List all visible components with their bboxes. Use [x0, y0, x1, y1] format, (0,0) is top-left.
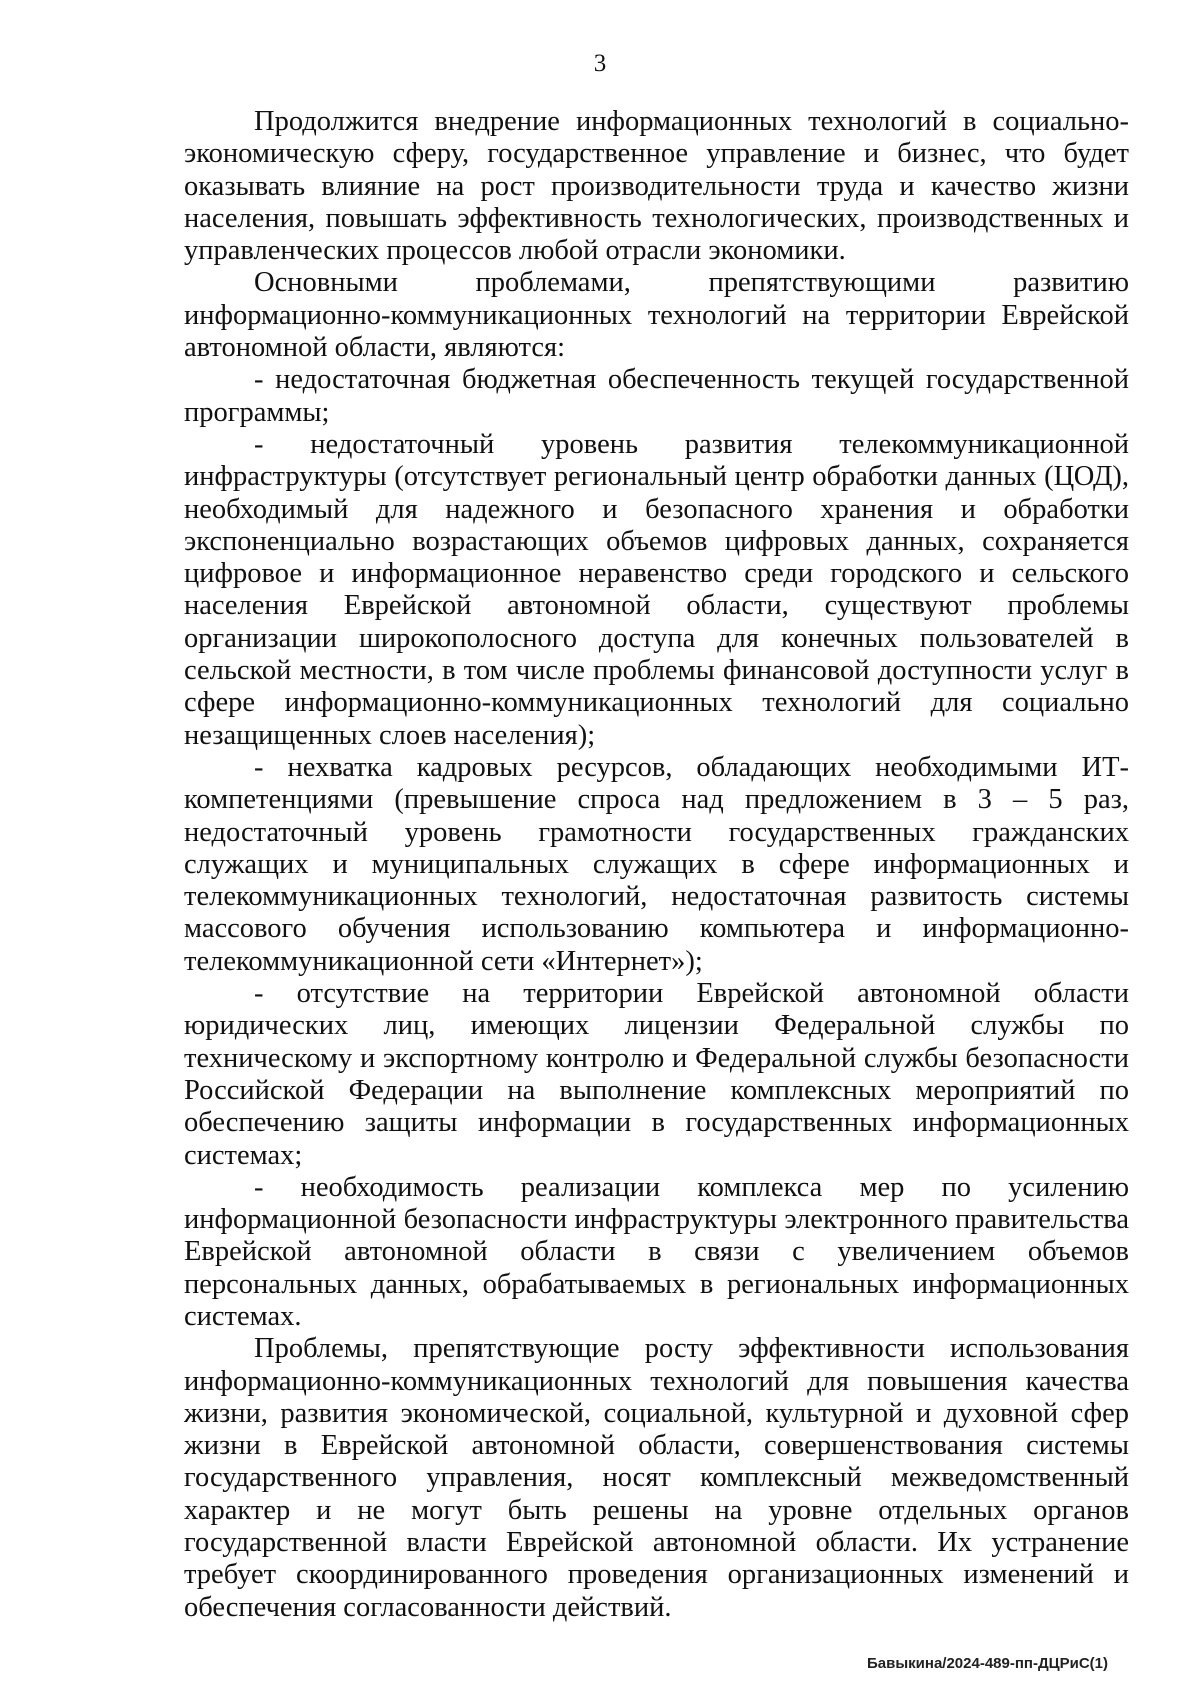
list-item-staff: - нехватка кадровых ресурсов, обладающих необходимыми ИТ-компетенциями (превышение спроса над предложением в 3 – 5 раз, недостаточный уровень грамотности государственных гражданских служащих и муниципальных служащих в сфере информационных и телекоммуникационных технологий, недостаточная развитость системы массового обучения использованию компьютера и информационно-телекоммуникационной сети «Интернет»); [184, 751, 1129, 977]
list-item-budget: - недостаточная бюджетная обеспеченность текущей государственной программы; [184, 364, 1129, 428]
page-number: 3 [593, 50, 607, 77]
list-item-licenses: - отсутствие на территории Еврейской автономной области юридических лиц, имеющих лицензии Федеральной службы по техническому и экспортному контролю и Федеральной службы безопасности Российской Федерации на выполнение комплексных мероприятий по обеспечению защиты информации в государственных информационных системах; [184, 978, 1129, 1171]
paragraph-problems-lead: Основными проблемами, препятствующими развитию информационно-коммуникационных технологий на территории Еврейской автономной области, являются: [184, 267, 1129, 364]
paragraph-conclusion: Проблемы, препятствующие росту эффективности использования информационно-коммуникационных технологий для повышения качества жизни, развития экономической, социальной, культурной и духовной сфер жизни в Еврейской автономной области, совершенствования системы государственного управления, носят комплексный межведомственный характер и не могут быть решены на уровне отдельных органов государственной власти Еврейской автономной области. Их устранение требует скоординированного проведения организационных изменений и обеспечения согласованности действий. [184, 1333, 1129, 1623]
list-item-infrastructure: - недостаточный уровень развития телекоммуникационной инфраструктуры (отсутствует региональный центр обработки данных (ЦОД), необходимый для надежного и безопасного хранения и обработки экспоненциально возрастающих объемов цифровых данных, сохраняется цифровое и информационное неравенство среди городского и сельского населения Еврейской автономной области, существуют проблемы организации широкополосного доступа для конечных пользователей в сельской местности, в том числе проблемы финансовой доступности услуг в сфере информационно-коммуникационных технологий для социально незащищенных слоев населения); [184, 428, 1129, 751]
paragraph-intro: Продолжится внедрение информационных технологий в социально-экономическую сферу, государственное управление и бизнес, что будет оказывать влияние на рост производительности труда и качество жизни населения, повышать эффективность технологических, производственных и управленческих процессов любой отрасли экономики. [184, 106, 1129, 267]
document-body [184, 106, 1129, 1624]
list-item-security: - необходимость реализации комплекса мер по усилению информационной безопасности инфраструктуры электронного правительства Еврейской автономной области в связи с увеличением объемов персональных данных, обрабатываемых в региональных информационных системах. [184, 1171, 1129, 1332]
document-reference: Бавыкина/2024-489-пп-ДЦРиС(1) [867, 1655, 1108, 1672]
